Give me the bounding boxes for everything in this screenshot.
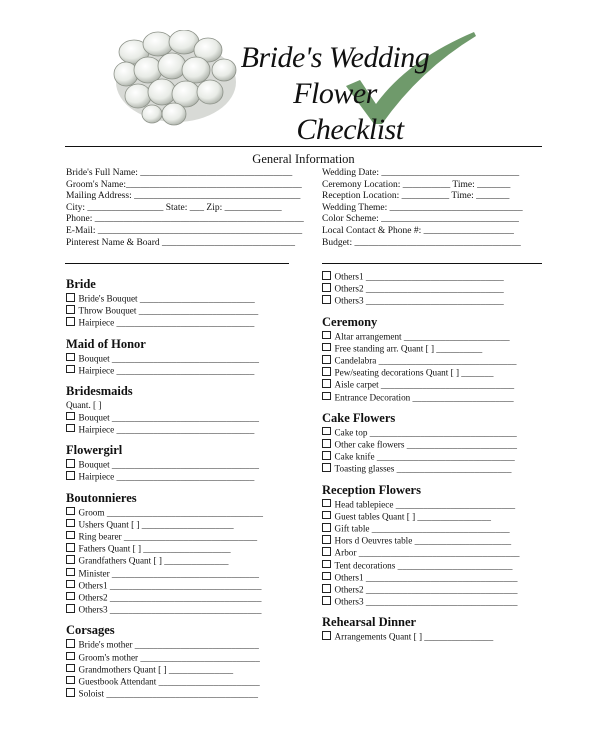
- checkbox[interactable]: [66, 305, 75, 314]
- checkbox[interactable]: [66, 531, 75, 540]
- checkbox[interactable]: [66, 471, 75, 480]
- info-field[interactable]: Groom's Name:_____________________________________: [66, 179, 302, 190]
- checklist-item[interactable]: [322, 379, 520, 391]
- checklist-item-label: Arrangements Quant [ ] _______________: [334, 631, 494, 642]
- checklist-item-label: Fathers Quant [ ] ___________________: [78, 543, 231, 554]
- checklist-item-label: Tent decorations _________________________: [334, 560, 513, 571]
- checklist-item-label: Bouquet ________________________________: [78, 353, 259, 364]
- checkbox[interactable]: [66, 555, 75, 564]
- general-info-left: [66, 168, 304, 249]
- info-field[interactable]: Bride's Full Name: ________________________________: [66, 168, 293, 178]
- info-field[interactable]: Budget: ___________________________________: [322, 237, 521, 248]
- info-field[interactable]: Ceremony Location: __________ Time: _______: [322, 179, 511, 190]
- checklist-item-label: Head tablepiece __________________________: [334, 499, 516, 510]
- checklist-item-label: Ushers Quant [ ] ____________________: [78, 519, 234, 530]
- section-heading: Ceremony: [322, 314, 378, 329]
- checklist-item[interactable]: [66, 459, 263, 471]
- checklist-item[interactable]: [66, 305, 263, 317]
- info-field[interactable]: Wedding Date: _____________________________: [322, 168, 520, 178]
- checklist-item[interactable]: [322, 451, 520, 463]
- checkbox[interactable]: [322, 283, 331, 292]
- document-title: [200, 40, 470, 148]
- checklist-item[interactable]: [66, 400, 263, 412]
- checklist-item-label: Gift table ______________________________: [334, 523, 510, 534]
- checklist-item[interactable]: [322, 535, 520, 547]
- section-heading: Reception Flowers: [322, 482, 421, 497]
- checklist-item[interactable]: [66, 507, 263, 519]
- checklist-item-label: Bouquet ________________________________: [78, 412, 259, 423]
- checkbox[interactable]: [66, 676, 75, 685]
- divider-middle-left: [65, 263, 289, 264]
- checklist-item-label: Others2 _________________________________: [78, 592, 262, 603]
- divider-top: [65, 146, 542, 147]
- checkbox[interactable]: [66, 543, 75, 552]
- info-field[interactable]: Reception Location: __________ Time: _______: [322, 191, 510, 202]
- checklist-item-label: Bride's mother ___________________________: [78, 639, 259, 650]
- checklist-item-label: Entrance Decoration ______________________: [334, 392, 514, 403]
- checklist-item[interactable]: [322, 560, 520, 572]
- section-heading: Cake Flowers: [322, 410, 396, 425]
- checklist-item[interactable]: [322, 584, 520, 596]
- checklist-item[interactable]: [66, 555, 263, 567]
- checklist-item-label: Groom's mother __________________________: [78, 652, 260, 663]
- checklist-item-label: Hairpiece ______________________________: [78, 424, 255, 435]
- checklist-item-label: Guest tables Quant [ ] ________________: [334, 511, 491, 522]
- checklist-item-label: Guestbook Attendant ______________________: [78, 676, 260, 687]
- checklist-item-label: Bouquet ________________________________: [78, 459, 259, 470]
- checklist-item[interactable]: [322, 511, 520, 523]
- checkbox[interactable]: [322, 355, 331, 364]
- checklist-item[interactable]: [322, 463, 520, 475]
- checklist-item[interactable]: [322, 596, 520, 608]
- checklist-item[interactable]: [66, 604, 263, 616]
- checkbox[interactable]: [322, 439, 331, 448]
- checklist-item-label: Groom __________________________________: [78, 507, 264, 518]
- checklist-item-label: Throw Bouquet __________________________: [78, 305, 259, 316]
- checklist-item[interactable]: [322, 355, 520, 367]
- checklist-item-label: Cake knife ______________________________: [334, 451, 515, 462]
- general-info-heading: General Information: [252, 152, 355, 166]
- checklist-item-label: Others1 _________________________________: [334, 572, 518, 583]
- checklist-item[interactable]: [66, 543, 263, 555]
- checklist-item-label: Others2 _________________________________: [334, 584, 518, 595]
- checklist-item[interactable]: [66, 639, 263, 651]
- checklist-item[interactable]: [322, 499, 520, 511]
- checklist-item[interactable]: [66, 592, 263, 604]
- checklist-item[interactable]: [322, 271, 520, 283]
- checklist-item-label: Hors d Oeuvres table _____________________: [334, 535, 512, 546]
- section-heading: Bride: [66, 277, 96, 291]
- checkbox[interactable]: [322, 343, 331, 352]
- checkbox[interactable]: [66, 592, 75, 601]
- checklist-item-label: Others3 _________________________________: [78, 604, 262, 615]
- checkbox[interactable]: [322, 596, 331, 605]
- checklist-item-label: Other cake flowers ________________________: [334, 439, 517, 450]
- checkbox[interactable]: [66, 459, 75, 468]
- checklist-item-label: Hairpiece ______________________________: [78, 317, 255, 328]
- checklist-item-label: Altar arrangement _______________________: [334, 331, 510, 342]
- checklist-item[interactable]: [66, 519, 263, 531]
- checkbox[interactable]: [322, 427, 331, 436]
- checklist-item[interactable]: [66, 471, 263, 483]
- checkbox[interactable]: [322, 560, 331, 569]
- checkbox[interactable]: [66, 639, 75, 648]
- checklist-item[interactable]: [322, 283, 520, 295]
- info-field[interactable]: Phone: ____________________________________________: [66, 214, 304, 225]
- checklist-item-label: Toasting glasses _________________________: [334, 463, 512, 474]
- checkbox[interactable]: [322, 271, 331, 280]
- checkbox[interactable]: [66, 353, 75, 362]
- checkbox[interactable]: [66, 652, 75, 661]
- checkbox[interactable]: [66, 412, 75, 421]
- checklist-item-label: Grandmothers Quant [ ] ______________: [78, 664, 234, 675]
- info-field[interactable]: Local Contact & Phone #: ___________________: [322, 225, 514, 236]
- checklist-item[interactable]: [322, 631, 520, 643]
- checklist-item-label: Soloist _________________________________: [78, 688, 258, 699]
- checklist-item[interactable]: [66, 664, 263, 676]
- checklist-item-label: Hairpiece ______________________________: [78, 365, 255, 376]
- info-field[interactable]: City: ________________ State: ___ Zip: ____________: [66, 202, 282, 213]
- checklist-item-label: Free standing arr. Quant [ ] __________: [334, 343, 483, 354]
- title-line-1: Bride's Wedding Flower: [240, 41, 430, 110]
- checklist-item[interactable]: [66, 580, 263, 592]
- checklist-item-label: Others3 ______________________________: [334, 295, 504, 306]
- checkbox[interactable]: [322, 523, 331, 532]
- checklist-item-label: Others2 ______________________________: [334, 283, 504, 294]
- checklist-item[interactable]: [322, 439, 520, 451]
- checkbox[interactable]: [66, 424, 75, 433]
- checklist-item-label: Others1 ______________________________: [334, 271, 504, 282]
- checklist-item[interactable]: [322, 343, 520, 355]
- checkbox[interactable]: [66, 519, 75, 528]
- checklist-item[interactable]: [322, 523, 520, 535]
- checkbox[interactable]: [322, 535, 331, 544]
- checklist-item-label: Pew/seating decorations Quant [ ] _______: [334, 367, 494, 378]
- checklist-item[interactable]: [322, 547, 520, 559]
- checklist-item-label: Candelabra ______________________________: [334, 355, 517, 366]
- checklist-item[interactable]: [66, 353, 263, 365]
- checklist-item-label: Arbor ___________________________________: [334, 547, 520, 558]
- checklist-item[interactable]: [322, 427, 520, 439]
- checklist-item[interactable]: [322, 392, 520, 404]
- section-heading: Boutonnieres: [66, 490, 137, 505]
- checkbox[interactable]: [322, 572, 331, 581]
- checklist-item[interactable]: [66, 531, 263, 543]
- checkbox[interactable]: [66, 664, 75, 673]
- checklist-item-label: Others3 _________________________________: [334, 596, 518, 607]
- section-heading: Corsages: [66, 623, 115, 638]
- checklist-item-label: Aisle carpet _____________________________: [334, 379, 515, 390]
- info-field[interactable]: Color Scheme: _____________________________: [322, 214, 519, 225]
- checkbox[interactable]: [322, 331, 331, 340]
- title-line-2: Checklist: [296, 113, 404, 146]
- checkbox[interactable]: [66, 317, 75, 326]
- checklist-item[interactable]: [66, 424, 263, 436]
- checkbox[interactable]: [322, 379, 331, 388]
- checklist-item-label: Minister ________________________________: [78, 568, 259, 579]
- checklist-item[interactable]: [322, 331, 520, 343]
- checklist-item[interactable]: [322, 367, 520, 379]
- checkbox[interactable]: [66, 604, 75, 613]
- checkbox[interactable]: [66, 688, 75, 697]
- checklist-item-label: Bride's Bouquet _________________________: [78, 293, 255, 304]
- info-field[interactable]: Pinterest Name & Board ____________________________: [66, 237, 296, 248]
- section-heading: Bridesmaids: [66, 384, 133, 399]
- info-field[interactable]: E-Mail: ___________________________________________: [66, 225, 303, 236]
- checkbox[interactable]: [322, 451, 331, 460]
- checklist-item-label: Cake top ________________________________: [334, 427, 517, 438]
- checkbox[interactable]: [322, 367, 331, 376]
- general-info-right: [322, 168, 523, 249]
- right-checklist-column: [322, 271, 520, 644]
- checklist-item[interactable]: [66, 652, 263, 664]
- checklist-item-label: Ring bearer _____________________________: [78, 531, 258, 542]
- section-heading: Flowergirl: [66, 443, 123, 458]
- checkbox[interactable]: [66, 568, 75, 577]
- section-heading: Rehearsal Dinner: [322, 615, 417, 630]
- checkbox[interactable]: [66, 507, 75, 516]
- checkbox[interactable]: [322, 499, 331, 508]
- checklist-item[interactable]: [66, 568, 263, 580]
- checklist-item[interactable]: [66, 676, 263, 688]
- checkbox[interactable]: [322, 463, 331, 472]
- checkbox[interactable]: [322, 584, 331, 593]
- checklist-item[interactable]: [322, 572, 520, 584]
- info-field[interactable]: Mailing Address: ___________________________________: [66, 191, 301, 202]
- checklist-item[interactable]: [66, 688, 263, 700]
- checkbox[interactable]: [66, 293, 75, 302]
- checkbox[interactable]: [66, 580, 75, 589]
- checklist-item-label: Others1 _________________________________: [78, 580, 262, 591]
- checklist-item-label: Hairpiece ______________________________: [78, 471, 255, 482]
- checkbox[interactable]: [322, 392, 331, 401]
- checklist-item[interactable]: [66, 317, 263, 329]
- checklist-item[interactable]: [66, 365, 263, 377]
- info-field[interactable]: Wedding Theme: ____________________________: [322, 202, 523, 213]
- checkbox[interactable]: [322, 295, 331, 304]
- checkbox[interactable]: [322, 547, 331, 556]
- checkbox[interactable]: [322, 511, 331, 520]
- checkbox[interactable]: [66, 365, 75, 374]
- left-checklist-column: [66, 277, 263, 700]
- checklist-item-label: Grandfathers Quant [ ] ______________: [78, 555, 229, 566]
- checkbox[interactable]: [322, 631, 331, 640]
- checklist-item[interactable]: [322, 295, 520, 307]
- checklist-item[interactable]: [66, 412, 263, 424]
- section-heading: Maid of Honor: [66, 336, 146, 351]
- checklist-item[interactable]: [66, 293, 263, 305]
- checklist-item-label: Quant. [ ]: [66, 400, 102, 411]
